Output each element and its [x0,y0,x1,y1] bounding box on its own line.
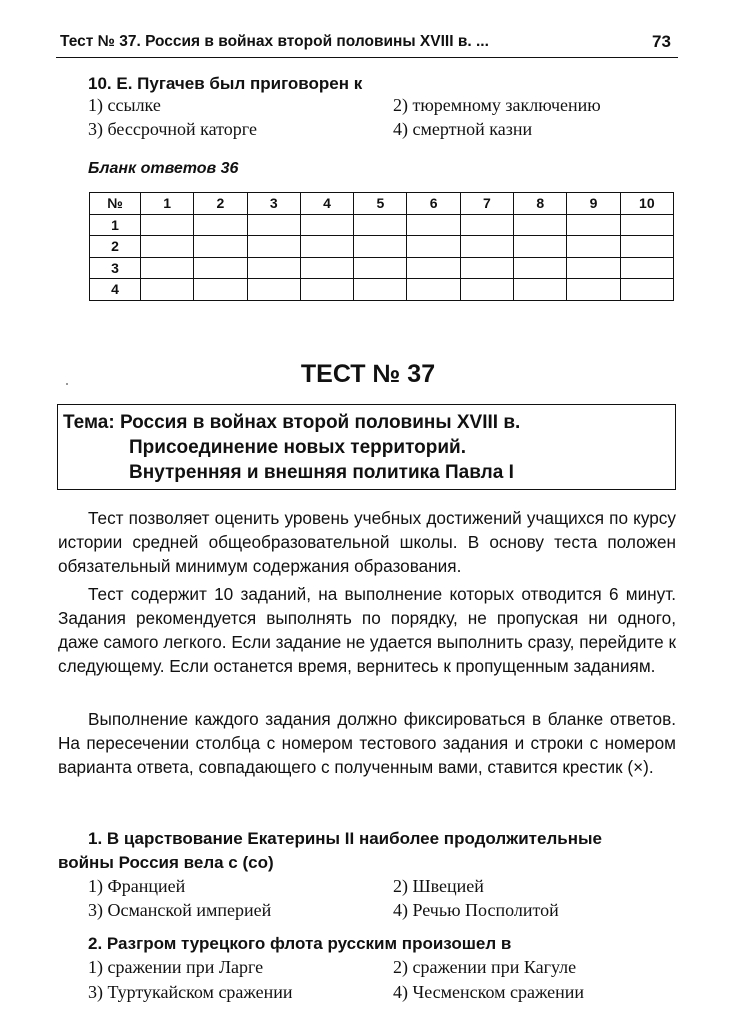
question-10-option-2: 2) тюремному заключению [393,95,601,115]
answer-cell[interactable] [194,236,247,258]
answer-cell[interactable] [514,257,567,279]
answer-cell[interactable] [247,214,300,236]
answer-cell[interactable] [141,236,194,258]
question-10-option-4: 4) смертной казни [393,119,533,139]
answer-cell[interactable] [460,257,513,279]
answer-cell[interactable] [247,279,300,301]
answer-grid-row [90,257,674,279]
grid-header-cell: 6 [407,193,460,215]
answer-cell[interactable] [620,214,673,236]
question-10-option-3: 3) бессрочной каторге [88,119,257,139]
grid-header-cell: 10 [620,193,673,215]
answer-cell[interactable] [407,214,460,236]
grid-header-cell: 4 [300,193,353,215]
question-10-title: 10. Е. Пугачев был приговорен к [88,74,363,93]
topic-line-1: Тема: Россия в войнах второй половины XVIII в. [63,412,521,433]
answer-cell[interactable] [620,236,673,258]
answer-cell[interactable] [460,279,513,301]
answer-grid-row [90,236,674,258]
question-1-option-1: 1) Францией [88,876,186,896]
grid-header-cell: № [90,193,141,215]
grid-row-label: 2 [90,236,141,258]
answer-cell[interactable] [514,214,567,236]
header-rule [56,57,678,58]
answer-cell[interactable] [141,257,194,279]
answer-cell[interactable] [460,236,513,258]
intro-paragraph-3: Выполнение каждого задания должно фиксироваться в бланке ответов. На пересечении столбца с номером тестового задания и строки с номером варианта ответа, совпадающего с полученным вами, ставится крестик (×). [58,709,676,777]
topic-line-2: Присоединение новых территорий. [129,437,466,458]
answer-cell[interactable] [567,257,620,279]
answer-cell[interactable] [354,279,407,301]
question-10-option-1: 1) ссылке [88,95,161,115]
answer-cell[interactable] [354,214,407,236]
grid-header-cell: 2 [194,193,247,215]
question-1-option-3: 3) Османской империей [88,900,272,920]
answer-blank-title: Бланк ответов 36 [88,160,239,177]
answer-cell[interactable] [141,214,194,236]
grid-header-cell: 7 [460,193,513,215]
page-number: 73 [652,32,671,51]
intro-paragraph-2: Тест содержит 10 заданий, на выполнение которых отводится 6 минут. Задания рекомендуется выполнять по порядку, не пропуская ни одного, даже самого легкого. Если задание не удается выполнить сразу, перейдите к следующему. Если останется время, вернитесь к пропущенным заданиям. [58,584,676,676]
question-2-option-2: 2) сражении при Кагуле [393,957,577,977]
question-2-option-1: 1) сражении при Ларге [88,957,264,977]
answer-cell[interactable] [300,214,353,236]
print-speck [66,383,68,385]
answer-cell[interactable] [567,214,620,236]
answer-cell[interactable] [407,257,460,279]
topic-line-3: Внутренняя и внешняя политика Павла I [129,462,514,483]
answer-grid-header-row [90,193,674,215]
answer-cell[interactable] [300,236,353,258]
answer-cell[interactable] [620,279,673,301]
answer-cell[interactable] [141,279,194,301]
answer-grid-row [90,279,674,301]
answer-cell[interactable] [567,279,620,301]
answer-cell[interactable] [300,257,353,279]
grid-header-cell: 5 [354,193,407,215]
question-1-option-4: 4) Речью Посполитой [393,900,559,920]
question-1-option-2: 2) Швецией [393,876,484,896]
grid-row-label: 1 [90,214,141,236]
question-2-title: 2. Разгром турецкого флота русским произошел в [88,934,512,953]
answer-cell[interactable] [407,279,460,301]
question-1-title-line-1: 1. В царствование Екатерины II наиболее продолжительные [88,829,602,848]
grid-header-cell: 9 [567,193,620,215]
answer-cell[interactable] [194,214,247,236]
test-title: ТЕСТ № 37 [300,360,436,388]
question-2-option-3: 3) Туртукайском сражении [88,982,293,1002]
answer-cell[interactable] [460,214,513,236]
intro-paragraph-1: Тест позволяет оценить уровень учебных достижений учащихся по курсу истории средней общеобразовательной школы. В основу теста положен обязательный минимум содержания образования. [58,508,676,576]
answer-cell[interactable] [194,257,247,279]
answer-cell[interactable] [514,279,567,301]
grid-header-cell: 1 [141,193,194,215]
question-2-option-4: 4) Чесменском сражении [393,982,585,1002]
answer-cell[interactable] [567,236,620,258]
question-1-title-line-2: войны Россия вела с (со) [58,853,274,872]
answer-cell[interactable] [247,236,300,258]
running-header: Тест № 37. Россия в войнах второй половины XVIII в. ... [60,33,489,50]
answer-cell[interactable] [354,257,407,279]
grid-header-cell: 8 [514,193,567,215]
answer-cell[interactable] [300,279,353,301]
answer-cell[interactable] [407,236,460,258]
answer-cell[interactable] [194,279,247,301]
grid-row-label: 4 [90,279,141,301]
answer-cell[interactable] [247,257,300,279]
topic-box [57,404,676,490]
answer-cell[interactable] [514,236,567,258]
answer-cell[interactable] [354,236,407,258]
grid-header-cell: 3 [247,193,300,215]
grid-row-label: 3 [90,257,141,279]
answer-cell[interactable] [620,257,673,279]
answer-grid [89,192,674,301]
answer-grid-row [90,214,674,236]
